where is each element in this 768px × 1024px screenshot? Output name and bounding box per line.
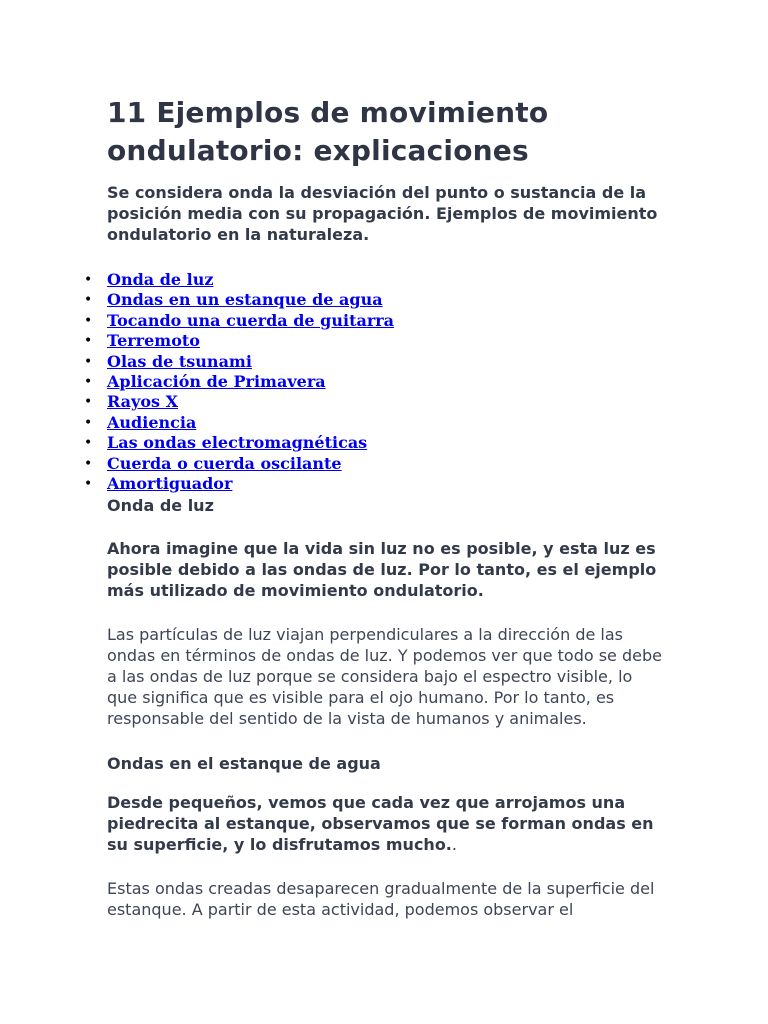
toc-item	[84, 290, 667, 310]
toc-item	[84, 453, 667, 474]
bullet-icon: •	[84, 475, 93, 492]
section-body-onda-de-luz: Las partículas de luz viajan perpendiculares a la dirección de las ondas en términos de ondas de luz. Y podemos ver que todo se debe a las ondas de luz porque se considera bajo el espectro visible, lo que significa que es visible para el ojo humano. Por lo tanto, es responsable del sentido de la vista de humanos y animales.	[107, 625, 662, 729]
section-heading-ondas-estanque: Ondas en el estanque de agua	[107, 754, 381, 774]
toc-item	[84, 331, 667, 351]
toc-link-tsunami[interactable]: Olas de tsunami	[107, 351, 252, 371]
bullet-icon: •	[84, 455, 93, 472]
section-lead-onda-de-luz: Ahora imagine que la vida sin luz no es posible, y esta luz es posible debido a las ondas de luz. Por lo tanto, es el ejemplo más utilizado de movimiento ondulatorio.	[107, 539, 657, 601]
bullet-icon: •	[84, 312, 93, 329]
toc-link-cuerda-guitarra[interactable]: Tocando una cuerda de guitarra	[107, 310, 395, 330]
toc-item	[84, 371, 667, 392]
table-of-contents	[84, 270, 667, 494]
toc-item	[84, 473, 667, 494]
toc-link-terremoto[interactable]: Terremoto	[107, 331, 200, 351]
toc-item	[84, 310, 667, 331]
section-lead-trailing: .	[451, 835, 457, 855]
bullet-icon: •	[84, 414, 93, 431]
bullet-icon: •	[84, 292, 93, 309]
section-lead-text: Desde pequeños, vemos que cada vez que arrojamos una piedrecita al estanque, observamos que se forman ondas en su superficie, y lo disfrutamos mucho.	[107, 793, 654, 855]
bullet-icon: •	[84, 373, 93, 390]
bullet-icon: •	[84, 435, 93, 452]
article-intro: Se considera onda la desviación del punto o sustancia de la posición media con su propagación. Ejemplos de movimiento ondulatorio en la naturaleza.	[107, 183, 658, 244]
section-lead-ondas-estanque	[107, 792, 667, 855]
toc-item	[84, 433, 667, 453]
toc-link-audiencia[interactable]: Audiencia	[107, 412, 197, 432]
toc-item	[84, 392, 667, 412]
toc-link-amortiguador[interactable]: Amortiguador	[107, 473, 233, 493]
toc-link-cuerda-oscilante[interactable]: Cuerda o cuerda oscilante	[107, 453, 342, 473]
section-heading-onda-de-luz: Onda de luz	[107, 496, 214, 516]
toc-link-rayos-x[interactable]: Rayos X	[107, 392, 178, 412]
section-body-ondas-estanque: Estas ondas creadas desaparecen gradualmente de la superficie del estanque. A partir de esta actividad, podemos observar el	[107, 879, 655, 920]
toc-item	[84, 270, 667, 290]
article-title: 11 Ejemplos de movimiento ondulatorio: explicaciones	[107, 96, 549, 167]
toc-link-onda-de-luz[interactable]: Onda de luz	[107, 270, 214, 289]
toc-item	[84, 351, 667, 372]
toc-link-primavera[interactable]: Aplicación de Primavera	[107, 371, 326, 391]
toc-item	[84, 412, 667, 433]
toc-link-electromagneticas[interactable]: Las ondas electromagnéticas	[107, 433, 368, 453]
article	[84, 94, 667, 920]
bullet-icon: •	[84, 353, 93, 370]
toc-link-ondas-estanque[interactable]: Ondas en un estanque de agua	[107, 290, 383, 310]
bullet-icon: •	[84, 394, 93, 411]
bullet-icon: •	[84, 333, 93, 350]
bullet-icon: •	[84, 272, 93, 288]
